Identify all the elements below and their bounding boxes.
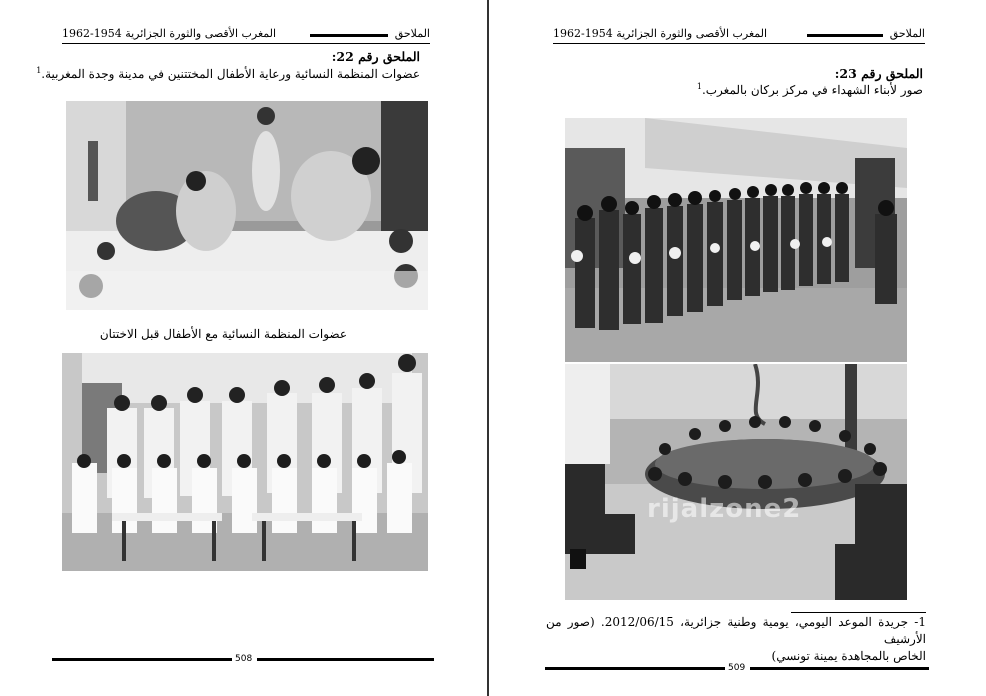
photo-martyrs-sons-line — [565, 118, 907, 362]
header-underline — [62, 43, 430, 44]
photo-women-with-children-group — [62, 353, 428, 571]
header-section-label: الملاحق — [394, 27, 430, 40]
footnote-line-1: 1- جريدة الموعد اليومي، يومية وطنية جزائرية، 2012/06/15. (صور من الأرشيف — [546, 615, 926, 646]
page-header — [553, 27, 925, 43]
right-page — [489, 0, 986, 696]
header-underline — [553, 43, 925, 44]
page-number-rule-left — [545, 667, 725, 670]
page-number-bar — [545, 663, 929, 675]
page-number-rule-left — [52, 658, 232, 661]
photo-martyrs-sons-circle — [565, 364, 907, 600]
header-section-label: الملاحق — [889, 27, 925, 40]
annex-heading: الملحق رقم 22: — [331, 49, 420, 64]
header-title: المغرب الأقصى والثورة الجزائرية 1954-1962 — [62, 27, 277, 40]
photo-caption: عضوات المنظمة النسائية مع الأطفال قبل الاختتان — [99, 327, 347, 341]
footnote-marker: 1 — [696, 82, 702, 91]
header-rule — [310, 34, 388, 37]
footnote-marker: 1 — [36, 66, 42, 75]
header-title: المغرب الأقصى والثورة الجزائرية 1954-1962 — [553, 27, 768, 40]
page-number-rule-right — [750, 667, 929, 670]
footnote-line-2: الخاص بالمجاهدة يمينة تونسي) — [771, 649, 926, 663]
photo-women-caring-children — [66, 101, 428, 310]
header-rule — [807, 34, 883, 37]
annex-description: عضوات المنظمة النسائية ورعاية الأطفال المختتنين في مدينة وجدة المغربية.$^1$ — [36, 66, 420, 81]
page-header — [62, 27, 430, 43]
watermark: rijalzone2 — [647, 494, 802, 524]
left-page — [0, 0, 487, 696]
page-number: 508 — [235, 654, 253, 664]
footnote-rule — [791, 612, 926, 613]
annex-description: صور لأبناء الشهداء في مركز بركان بالمغرب.$^1$ — [696, 82, 923, 97]
page-number: 509 — [728, 663, 746, 673]
page-number-bar — [52, 654, 434, 666]
page-number-rule-right — [257, 658, 434, 661]
footnote — [546, 614, 926, 665]
annex-heading: الملحق رقم 23: — [834, 66, 923, 81]
